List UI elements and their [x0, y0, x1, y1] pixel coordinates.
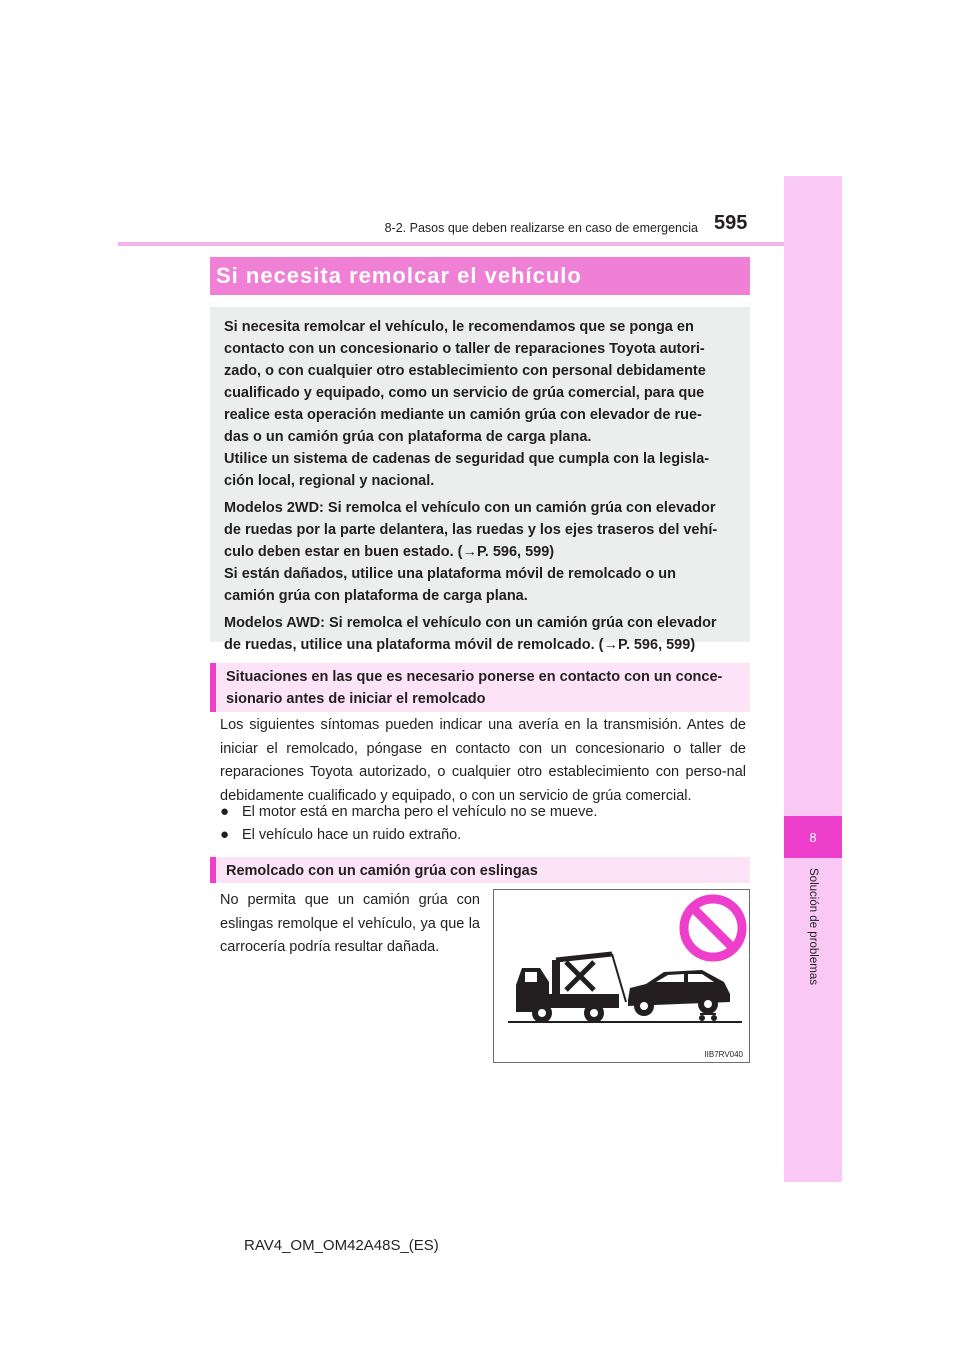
sling-heading: Remolcado con un camión grúa con eslingas — [210, 857, 750, 883]
situations-heading-line: sionario antes de iniciar el remolcado — [226, 691, 486, 707]
figure-code: IIB7RV040 — [704, 1050, 743, 1059]
bullet-dot: ● — [220, 803, 230, 820]
section-title: Si necesita remolcar el vehículo — [210, 257, 750, 295]
tow-truck-illustration — [494, 890, 749, 1062]
intro-box — [210, 307, 750, 653]
intro-paragraph-3 — [224, 612, 740, 656]
intro-line: Si necesita remolcar el vehículo, le recomendamos que se ponga en — [224, 319, 694, 335]
chapter-title-vertical: Solución de problemas — [807, 868, 819, 985]
intro-line: ción local, regional y nacional. — [224, 473, 435, 489]
towed-car-icon — [628, 970, 730, 1021]
footer-doc-code: RAV4_OM_OM42A48S_(ES) — [244, 1237, 439, 1254]
running-head: 8-2. Pasos que deben realizarse en caso de emergencia — [384, 221, 698, 235]
bullet-text: El vehículo hace un ruido extraño. — [242, 827, 462, 843]
tow-truck-figure — [493, 889, 750, 1063]
intro-line: contacto con un concesionario o taller de reparaciones Toyota autori- — [224, 341, 705, 357]
intro-paragraph-1 — [224, 316, 740, 492]
intro-line: Utilice un sistema de cadenas de seguridad que cumpla con la legisla- — [224, 451, 710, 467]
situations-heading — [210, 663, 750, 712]
intro-line: culo deben estar en buen estado. (→P. 596, 599) — [224, 544, 555, 560]
prohibition-icon — [684, 899, 742, 957]
intro-line: camión grúa con plataforma de carga plana. — [224, 588, 528, 604]
intro-line: Si están dañados, utilice una plataforma móvil de remolcado o un — [224, 566, 677, 582]
situations-heading-line: Situaciones en las que es necesario ponerse en contacto con un conce- — [226, 669, 723, 685]
page-number: 595 — [714, 212, 748, 234]
bullet-dot: ● — [220, 826, 230, 843]
chapter-side-tab — [784, 176, 842, 1182]
bullet-item — [220, 801, 597, 823]
situations-body: Los siguientes síntomas pueden indicar una avería en la transmisión. Antes de iniciar el remolcado, póngase en contacto con un concesionario o taller de reparaciones Toyota autorizado, o cualquier otro establecimiento con perso-nal debidamente cualificado y equipado, o con un servicio de grúa comercial. — [220, 717, 746, 804]
intro-paragraph-2 — [224, 497, 740, 607]
sling-tow-truck-icon — [516, 954, 626, 1023]
intro-line: de ruedas, utilice una plataforma móvil de remolcado. (→P. 596, 599) — [224, 637, 696, 653]
intro-line: Modelos 2WD: Si remolca el vehículo con un camión grúa con elevador — [224, 500, 716, 516]
sling-body: No permita que un camión grúa con eslingas remolque el vehículo, ya que la carrocería podría resultar dañada. — [220, 892, 480, 955]
bullet-item — [220, 824, 461, 846]
intro-line: realice esta operación mediante un camión grúa con elevador de rue- — [224, 407, 702, 423]
header-rule — [118, 242, 784, 246]
intro-line: de ruedas por la parte delantera, las ruedas y los ejes traseros del vehí- — [224, 522, 718, 538]
chapter-number-tab: 8 — [784, 816, 842, 858]
intro-line: zado, o con cualquier otro establecimiento con personal debidamente — [224, 363, 706, 379]
intro-line: cualificado y equipado, como un servicio de grúa comercial, para que — [224, 385, 705, 401]
intro-line: das o un camión grúa con plataforma de carga plana. — [224, 429, 592, 445]
bullet-text: El motor está en marcha pero el vehículo no se mueve. — [242, 804, 598, 820]
intro-line: Modelos AWD: Si remolca el vehículo con un camión grúa con elevador — [224, 615, 717, 631]
